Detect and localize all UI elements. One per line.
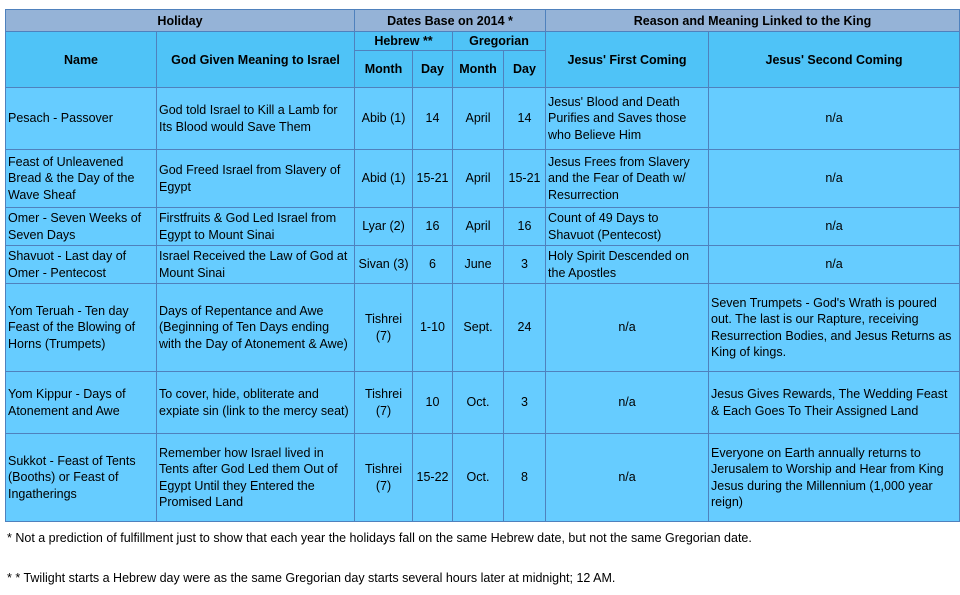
header-first-coming: Jesus' First Coming xyxy=(546,32,709,88)
cell-gregorian-day: 8 xyxy=(504,434,546,522)
cell-name: Feast of Unleavened Bread & the Day of the Wave Sheaf xyxy=(6,150,157,208)
cell-first-coming: Jesus' Blood and Death Purifies and Saves those who Believe Him xyxy=(546,88,709,150)
cell-name: Shavuot - Last day of Omer - Pentecost xyxy=(6,246,157,284)
header-gregorian-month: Month xyxy=(453,51,504,88)
cell-hebrew-day: 6 xyxy=(413,246,453,284)
cell-hebrew-month: Abid (1) xyxy=(355,150,413,208)
cell-hebrew-day: 14 xyxy=(413,88,453,150)
cell-meaning: Israel Received the Law of God at Mount Sinai xyxy=(157,246,355,284)
holidays-table xyxy=(5,9,960,522)
cell-second-coming: Seven Trumpets - God's Wrath is poured out. The last is our Rapture, receiving Resurrection Bodies, and Jesus Returns as King of kings. xyxy=(709,284,960,372)
header-name: Name xyxy=(6,32,157,88)
table-row xyxy=(6,150,960,208)
table-row xyxy=(6,434,960,522)
header-hebrew-month: Month xyxy=(355,51,413,88)
cell-name: Omer - Seven Weeks of Seven Days xyxy=(6,208,157,246)
table-row xyxy=(6,88,960,150)
header-gregorian: Gregorian xyxy=(453,32,546,51)
header-row-2 xyxy=(6,32,960,51)
cell-first-coming: Count of 49 Days to Shavuot (Pentecost) xyxy=(546,208,709,246)
cell-meaning: Remember how Israel lived in Tents after God Led them Out of Egypt Until they Entered the Promised Land xyxy=(157,434,355,522)
header-holiday: Holiday xyxy=(6,10,355,32)
cell-hebrew-month: Lyar (2) xyxy=(355,208,413,246)
cell-hebrew-day: 16 xyxy=(413,208,453,246)
cell-first-coming: Jesus Frees from Slavery and the Fear of Death w/ Resurrection xyxy=(546,150,709,208)
header-row-1 xyxy=(6,10,960,32)
cell-gregorian-day: 24 xyxy=(504,284,546,372)
cell-gregorian-day: 3 xyxy=(504,372,546,434)
cell-gregorian-day: 16 xyxy=(504,208,546,246)
cell-first-coming: n/a xyxy=(546,284,709,372)
cell-hebrew-month: Abib (1) xyxy=(355,88,413,150)
cell-second-coming: n/a xyxy=(709,246,960,284)
table-row xyxy=(6,284,960,372)
cell-gregorian-day: 14 xyxy=(504,88,546,150)
cell-meaning: To cover, hide, obliterate and expiate sin (link to the mercy seat) xyxy=(157,372,355,434)
cell-gregorian-day: 15-21 xyxy=(504,150,546,208)
cell-hebrew-month: Tishrei (7) xyxy=(355,284,413,372)
header-second-coming: Jesus' Second Coming xyxy=(709,32,960,88)
cell-gregorian-day: 3 xyxy=(504,246,546,284)
cell-name: Pesach - Passover xyxy=(6,88,157,150)
cell-gregorian-month: April xyxy=(453,88,504,150)
cell-name: Yom Kippur - Days of Atonement and Awe xyxy=(6,372,157,434)
cell-meaning: God Freed Israel from Slavery of Egypt xyxy=(157,150,355,208)
cell-gregorian-month: Sept. xyxy=(453,284,504,372)
table-row xyxy=(6,246,960,284)
footnote-2: * * Twilight starts a Hebrew day were as the same Gregorian day starts several hours later at midnight; 12 AM. xyxy=(7,571,616,585)
cell-hebrew-day: 15-22 xyxy=(413,434,453,522)
cell-second-coming: Jesus Gives Rewards, The Wedding Feast & Each Goes To Their Assigned Land xyxy=(709,372,960,434)
cell-first-coming: Holy Spirit Descended on the Apostles xyxy=(546,246,709,284)
cell-meaning: God told Israel to Kill a Lamb for Its Blood would Save Them xyxy=(157,88,355,150)
cell-name: Yom Teruah - Ten day Feast of the Blowing of Horns (Trumpets) xyxy=(6,284,157,372)
cell-meaning: Firstfruits & God Led Israel from Egypt to Mount Sinai xyxy=(157,208,355,246)
footnote-1: * Not a prediction of fulfillment just to show that each year the holidays fall on the same Hebrew date, but not the same Gregorian date. xyxy=(7,531,752,545)
header-meaning: God Given Meaning to Israel xyxy=(157,32,355,88)
cell-hebrew-month: Tishrei (7) xyxy=(355,434,413,522)
cell-second-coming: n/a xyxy=(709,150,960,208)
cell-hebrew-day: 15-21 xyxy=(413,150,453,208)
cell-first-coming: n/a xyxy=(546,372,709,434)
cell-gregorian-month: April xyxy=(453,150,504,208)
cell-second-coming: Everyone on Earth annually returns to Jerusalem to Worship and Hear from King Jesus during the Millennium (1,000 year reign) xyxy=(709,434,960,522)
header-hebrew-day: Day xyxy=(413,51,453,88)
header-dates-base: Dates Base on 2014 * xyxy=(355,10,546,32)
cell-hebrew-month: Sivan (3) xyxy=(355,246,413,284)
cell-gregorian-month: June xyxy=(453,246,504,284)
cell-hebrew-day: 10 xyxy=(413,372,453,434)
cell-first-coming: n/a xyxy=(546,434,709,522)
header-hebrew: Hebrew ** xyxy=(355,32,453,51)
cell-gregorian-month: April xyxy=(453,208,504,246)
cell-hebrew-day: 1-10 xyxy=(413,284,453,372)
table-row xyxy=(6,372,960,434)
cell-name: Sukkot - Feast of Tents (Booths) or Feast of Ingatherings xyxy=(6,434,157,522)
table-row xyxy=(6,208,960,246)
cell-gregorian-month: Oct. xyxy=(453,434,504,522)
header-gregorian-day: Day xyxy=(504,51,546,88)
cell-second-coming: n/a xyxy=(709,208,960,246)
cell-gregorian-month: Oct. xyxy=(453,372,504,434)
cell-meaning: Days of Repentance and Awe (Beginning of Ten Days ending with the Day of Atonement & Awe) xyxy=(157,284,355,372)
cell-hebrew-month: Tishrei (7) xyxy=(355,372,413,434)
cell-second-coming: n/a xyxy=(709,88,960,150)
header-reason: Reason and Meaning Linked to the King xyxy=(546,10,960,32)
